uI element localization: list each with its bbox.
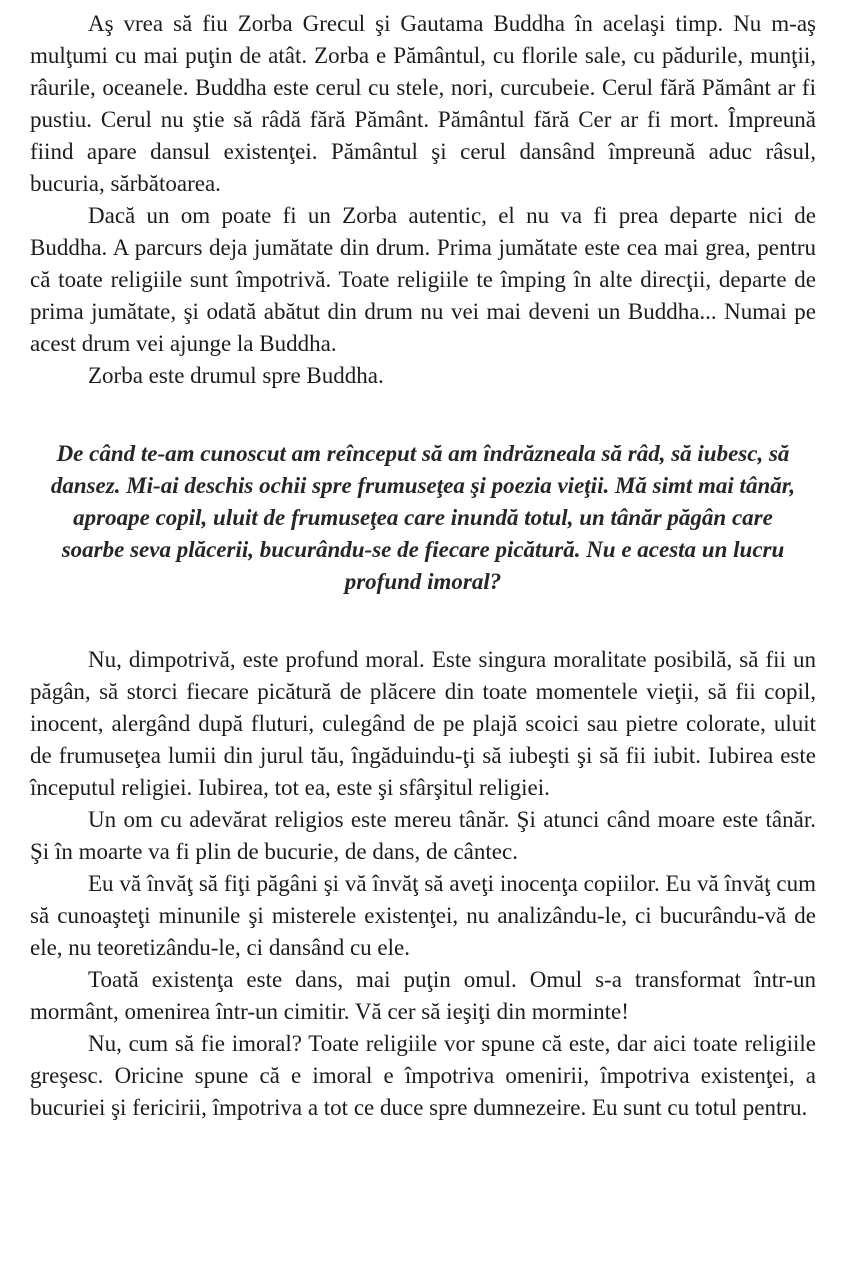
paragraph-zorba-road: Zorba este drumul spre Buddha. (88, 363, 384, 388)
book-page (30, 8, 816, 1124)
paragraph-profound-moral: Nu, dimpotrivă, este profund moral. Este singura moralitate posibilă, să fii un păgân, să storci fiecare picătură de plăcere din toate momentele vieţii, să fii copil, inocent, alergând după fluturi, culegând de pe plajă scoici sau pietre colorate, uluit de frumuseţea lumii din jurul tău, îngăduindu-ţi să iubeşti şi să fii iubit. Iubirea este începutul religiei. Iubirea, tot ea, este şi sfârşitul religiei. (30, 647, 816, 800)
paragraph-zorba-buddha: Aş vrea să fiu Zorba Grecul şi Gautama Buddha în acelaşi timp. Nu m-aş mulţumi cu mai puţin de atât. Zorba e Pământul, cu florile sale, cu pădurile, munţii, râurile, oceanele. Buddha este cerul cu stele, nori, curcubeie. Cerul fără Pământ ar fi pustiu. Cerul nu ştie să râdă fără Pământ. Pământul fără Cer ar fi mort. Împreună fiind apare dansul existenţei. Pământul şi cerul dansând împreună aduc râsul, bucuria, sărbătoarea. (30, 11, 816, 196)
reader-question: De când te-am cunoscut am reînceput să am îndrăzneala să râd, să iubesc, să dansez. Mi-ai deschis ochii spre frumuseţea şi poezia vieţii. Mă simt mai tânăr, aproape copil, uluit de frumuseţea care inundă totul, un tânăr păgân care soarbe seva plăcerii, bucurându-se de fiecare picătură. Nu e acesta un lucru profund imoral? (50, 441, 796, 594)
paragraph-existence-dance: Toată existenţa este dans, mai puţin omul. Omul s-a transformat într-un mormânt, omenirea într-un cimitir. Vă cer să ieşiţi din morminte! (30, 967, 816, 1024)
paragraph-not-immoral: Nu, cum să fie imoral? Toate religiile vor spune că este, dar aici toate religiile greşesc. Oricine spune că e imoral e împotriva omenirii, împotriva existenţei, a bucuriei şi fericirii, împotriva a tot ce duce spre dumnezeire. Eu sunt cu totul pentru. (30, 1031, 816, 1120)
paragraph-pagans: Eu vă învăţ să fiţi păgâni şi vă învăţ să aveţi inocenţa copiilor. Eu vă învăţ cum să cunoaşteţi minunile şi misterele existenţei, nu analizându-le, ci bucurându-vă de ele, nu teoretizându-le, ci dansând cu ele. (30, 871, 816, 960)
paragraph-always-young: Un om cu adevărat religios este mereu tânăr. Şi atunci când moare este tânăr. Şi în moarte va fi plin de bucurie, de dans, de cântec. (30, 807, 816, 864)
paragraph-half-way: Dacă un om poate fi un Zorba autentic, el nu va fi prea departe nici de Buddha. A parcurs deja jumătate din drum. Prima jumătate este cea mai grea, pentru că toate religiile sunt împotrivă. Toate religiile te împing în alte direcţii, departe de prima jumătate, şi odată abătut din drum nu vei mai deveni un Buddha... Numai pe acest drum vei ajunge la Buddha. (30, 203, 816, 356)
